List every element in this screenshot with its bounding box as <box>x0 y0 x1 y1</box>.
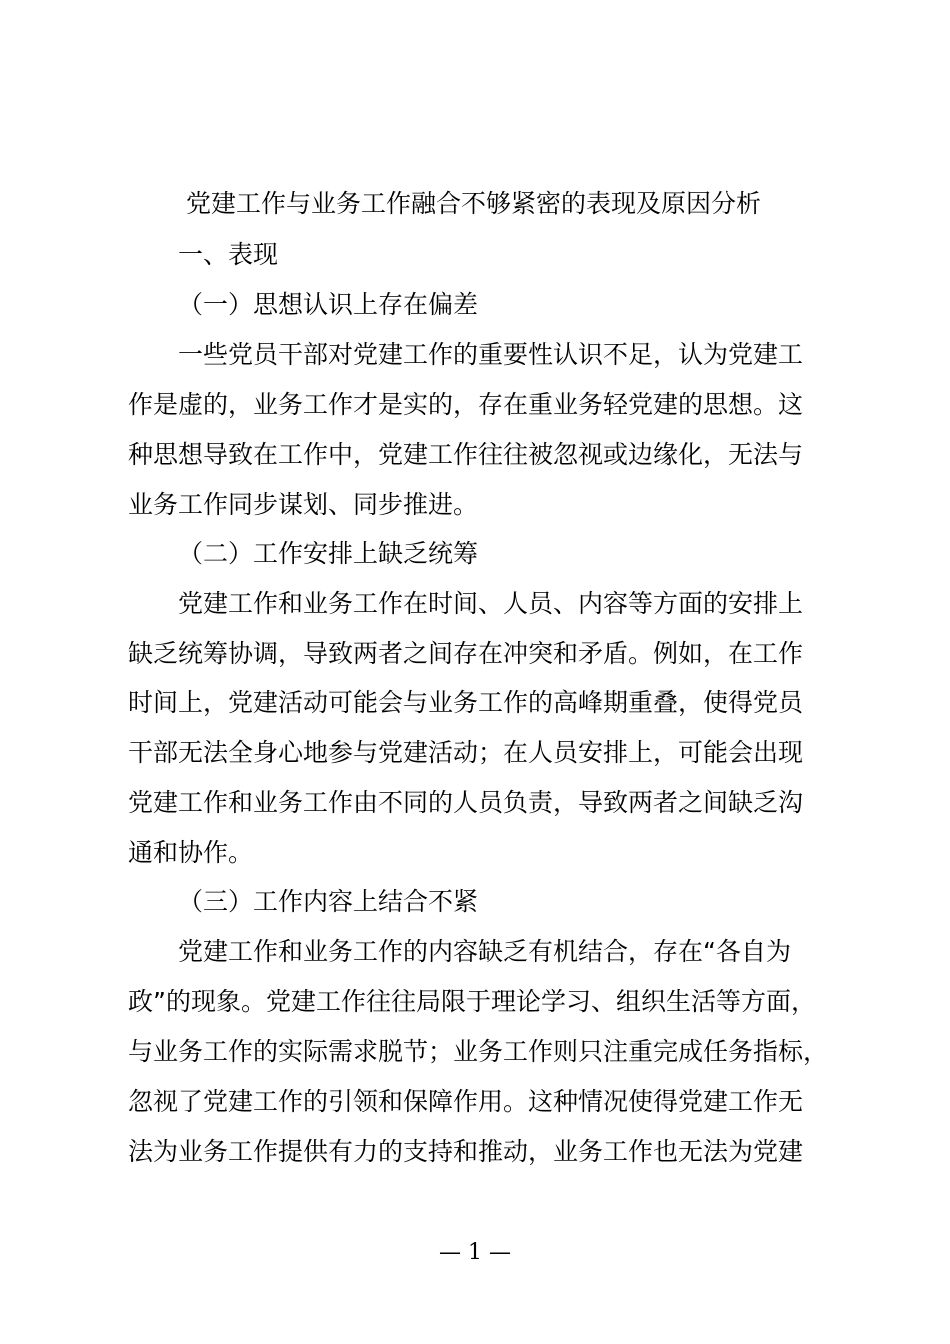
paragraph-line: 通和协作。 <box>128 838 254 867</box>
paragraph-line: 种思想导致在工作中，党建工作往往被忽视或边缘化，无法与 <box>128 440 804 469</box>
section-heading-1: 一、表现 <box>178 240 279 269</box>
paragraph-line: 干部无法全身心地参与党建活动；在人员安排上，可能会出现 <box>128 738 804 767</box>
page-number: — 1 — <box>439 1240 511 1265</box>
subsection-heading-3: （三）工作内容上结合不紧 <box>178 887 479 916</box>
paragraph-line: 缺乏统筹协调，导致两者之间存在冲突和矛盾。例如，在工作 <box>128 639 804 668</box>
paragraph-line: 业务工作同步谋划、同步推进。 <box>128 490 479 519</box>
paragraph-line: 党建工作和业务工作由不同的人员负责，导致两者之间缺乏沟 <box>128 788 804 817</box>
paragraph-line: 法为业务工作提供有力的支持和推动，业务工作也无法为党建 <box>128 1137 804 1166</box>
subsection-heading-1: （一）思想认识上存在偏差 <box>178 290 479 319</box>
paragraph-line: 党建工作和业务工作在时间、人员、内容等方面的安排上 <box>178 589 804 618</box>
paragraph-line: 作是虚的，业务工作才是实的，存在重业务轻党建的思想。这 <box>128 390 804 419</box>
document-title: 党建工作与业务工作融合不够紧密的表现及原因分析 <box>186 189 762 218</box>
paragraph-line: 与业务工作的实际需求脱节；业务工作则只注重完成任务指标， <box>128 1037 829 1066</box>
paragraph-line: 时间上，党建活动可能会与业务工作的高峰期重叠，使得党员 <box>128 688 804 717</box>
paragraph-line: 政”的现象。党建工作往往局限于理论学习、组织生活等方面， <box>128 987 816 1016</box>
paragraph-line: 党建工作和业务工作的内容缺乏有机结合，存在“各自为 <box>178 937 791 966</box>
subsection-heading-2: （二）工作安排上缺乏统筹 <box>178 539 479 568</box>
paragraph-line: 一些党员干部对党建工作的重要性认识不足，认为党建工 <box>178 340 804 369</box>
paragraph-line: 忽视了党建工作的引领和保障作用。这种情况使得党建工作无 <box>128 1087 804 1116</box>
